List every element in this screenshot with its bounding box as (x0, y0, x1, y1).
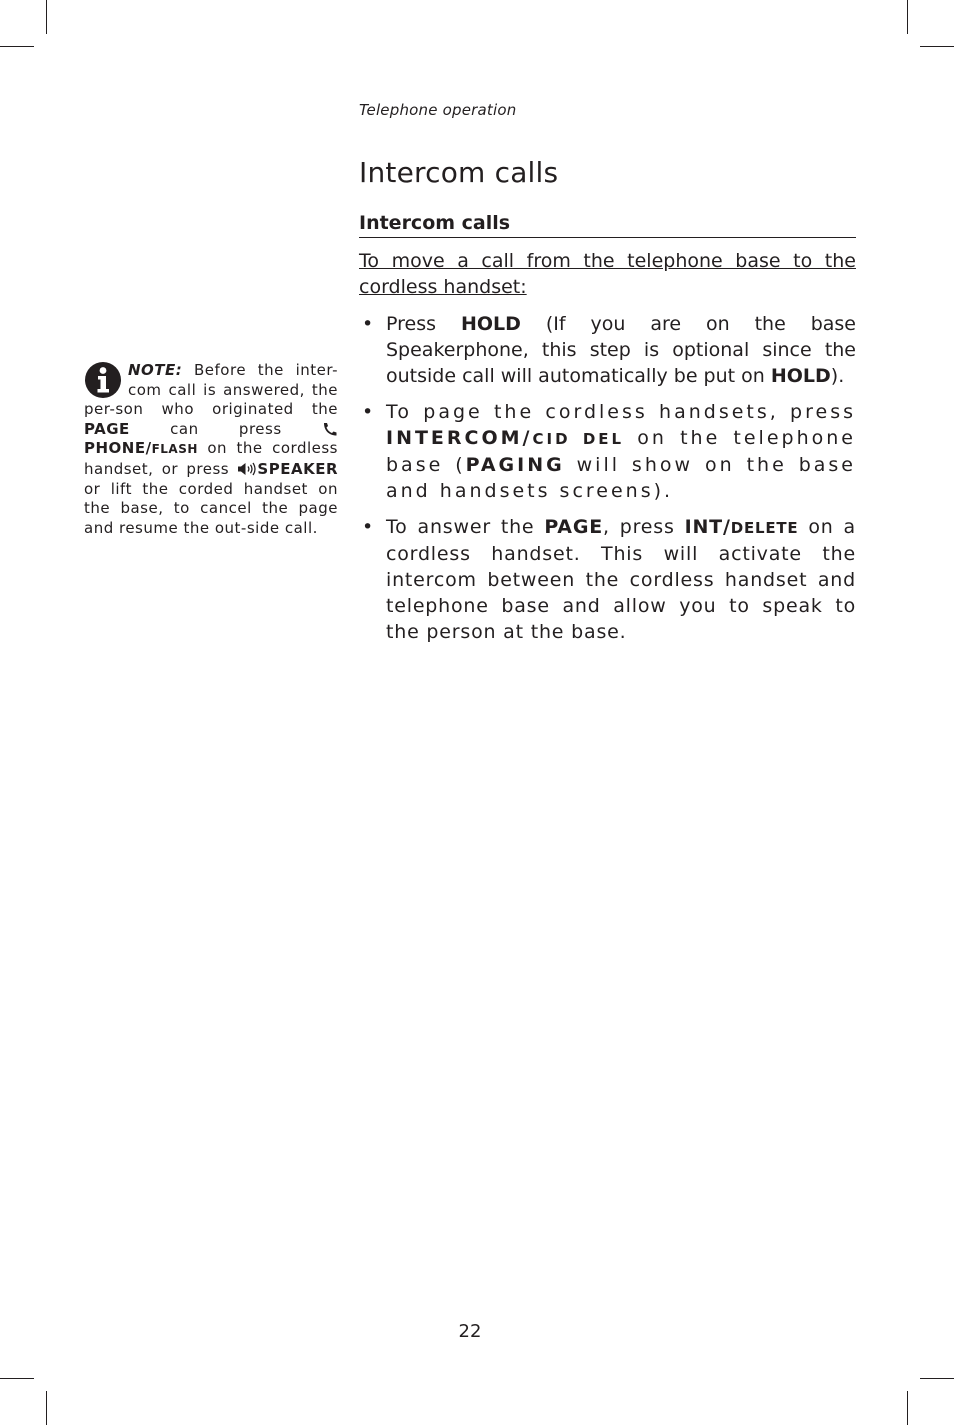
key-label: INT/DELETE (684, 516, 799, 538)
bullet-icon: • (362, 516, 375, 538)
list-item: • To answer the PAGE, press INT/DELETE on a cordless handset. This will activate the intercom between the cordless handset and telephone base and allow you to speak to the person at the base. (362, 516, 856, 643)
crop-mark (46, 1391, 47, 1425)
crop-mark (0, 1378, 34, 1379)
key-label: PHONE/FLASH (84, 439, 198, 458)
key-label: HOLD (770, 365, 831, 387)
phone-icon (322, 422, 338, 436)
speaker-icon (237, 462, 257, 476)
info-icon (84, 361, 122, 399)
list-item: • To page the cordless handsets, press INTERCOM/CID DEL on the telephone base (PAGING will show on the base and handsets screens). (362, 401, 856, 502)
subheading: Intercom calls (359, 212, 856, 238)
crop-mark (920, 46, 954, 47)
bullet-icon: • (362, 401, 377, 423)
bullet-icon: • (362, 313, 374, 335)
section-label: Telephone operation (359, 101, 517, 119)
crop-mark (920, 1378, 954, 1379)
instruction-list (359, 311, 856, 655)
list-item: • Press HOLD (If you are on the base Speakerphone, this step is optional since the outside call will automatically be put on HOLD). (362, 313, 856, 387)
screen-label: PAGING (465, 454, 565, 476)
key-label: INTERCOM/CID DEL (386, 427, 625, 449)
note-label: NOTE: (128, 361, 183, 379)
crop-mark (0, 46, 34, 47)
page-title: Intercom calls (359, 156, 559, 189)
crop-mark (46, 0, 47, 34)
key-label: HOLD (460, 313, 521, 335)
key-label: PAGE (544, 516, 603, 538)
crop-mark (907, 1391, 908, 1425)
intro-text: To move a call from the telephone base to the cordless handset: (359, 250, 856, 298)
key-label: SPEAKER (257, 459, 338, 478)
crop-mark (907, 0, 908, 34)
side-note: NOTE: Before the inter-com call is answered, the per-son who originated the PAGE can press PHONE/FLASH on the cordless handset, or press SPEAKER or lift the corded handset on the base, to cancel the page and resume the out-side call. (84, 361, 338, 537)
key-label: PAGE (84, 419, 130, 438)
page-number: 22 (458, 1321, 482, 1342)
